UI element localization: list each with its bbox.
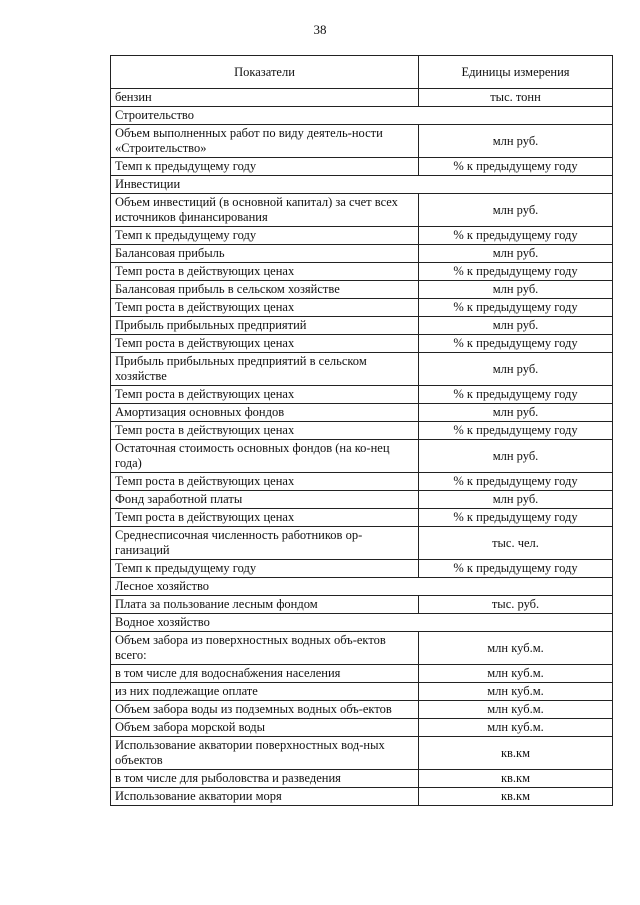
unit-cell: млн куб.м. (419, 665, 613, 683)
table-row (111, 788, 613, 806)
unit-cell: кв.км (419, 788, 613, 806)
table-row (111, 719, 613, 737)
unit-cell: тыс. руб. (419, 596, 613, 614)
unit-cell: % к предыдущему году (419, 263, 613, 281)
unit-cell: млн руб. (419, 281, 613, 299)
indicator-cell: Прибыль прибыльных предприятий (111, 317, 419, 335)
table-row (111, 281, 613, 299)
indicator-cell: Темп роста в действующих ценах (111, 473, 419, 491)
indicator-cell: Темп к предыдущему году (111, 158, 419, 176)
unit-cell: кв.км (419, 770, 613, 788)
table-row (111, 596, 613, 614)
indicators-table (110, 55, 613, 806)
unit-cell: кв.км (419, 737, 613, 770)
indicator-cell: Темп к предыдущему году (111, 227, 419, 245)
table-row (111, 194, 613, 227)
unit-cell: млн руб. (419, 440, 613, 473)
indicator-cell: Балансовая прибыль (111, 245, 419, 263)
table-section-row (111, 578, 613, 596)
table-row (111, 737, 613, 770)
unit-cell: млн руб. (419, 404, 613, 422)
indicator-cell: Фонд заработной платы (111, 491, 419, 509)
unit-cell: млн руб. (419, 491, 613, 509)
unit-cell: млн руб. (419, 353, 613, 386)
unit-cell: млн куб.м. (419, 719, 613, 737)
indicator-cell: Темп к предыдущему году (111, 560, 419, 578)
table-row (111, 422, 613, 440)
indicator-cell: Объем забора воды из подземных водных объ-ектов (111, 701, 419, 719)
table-row (111, 509, 613, 527)
table-row (111, 440, 613, 473)
unit-cell: млн куб.м. (419, 632, 613, 665)
indicator-cell: в том числе для водоснабжения населения (111, 665, 419, 683)
unit-cell: тыс. чел. (419, 527, 613, 560)
table-row (111, 683, 613, 701)
indicator-cell: Объем забора морской воды (111, 719, 419, 737)
table-row (111, 386, 613, 404)
table-row (111, 299, 613, 317)
indicator-cell: Использование акватории поверхностных вод-ных объектов (111, 737, 419, 770)
indicator-cell: в том числе для рыболовства и разведения (111, 770, 419, 788)
indicator-cell: Темп роста в действующих ценах (111, 263, 419, 281)
table-section-row (111, 176, 613, 194)
table-row (111, 158, 613, 176)
unit-cell: % к предыдущему году (419, 386, 613, 404)
table-row (111, 632, 613, 665)
unit-cell: % к предыдущему году (419, 509, 613, 527)
table-row (111, 335, 613, 353)
table-row (111, 227, 613, 245)
unit-cell: % к предыдущему году (419, 227, 613, 245)
section-title: Лесное хозяйство (111, 578, 613, 596)
indicator-cell: Балансовая прибыль в сельском хозяйстве (111, 281, 419, 299)
indicator-cell: бензин (111, 89, 419, 107)
indicator-cell: Использование акватории моря (111, 788, 419, 806)
section-title: Строительство (111, 107, 613, 125)
unit-cell: млн куб.м. (419, 683, 613, 701)
unit-cell: млн руб. (419, 194, 613, 227)
table-row (111, 527, 613, 560)
unit-cell: % к предыдущему году (419, 560, 613, 578)
unit-cell: % к предыдущему году (419, 473, 613, 491)
table-row (111, 770, 613, 788)
table-row (111, 317, 613, 335)
header-units: Единицы измерения (419, 56, 613, 89)
table-row (111, 491, 613, 509)
table-row (111, 89, 613, 107)
unit-cell: млн руб. (419, 317, 613, 335)
table-row (111, 560, 613, 578)
unit-cell: % к предыдущему году (419, 335, 613, 353)
unit-cell: млн руб. (419, 245, 613, 263)
indicator-cell: Среднесписочная численность работников ор-ганизаций (111, 527, 419, 560)
table-row (111, 404, 613, 422)
indicator-cell: Темп роста в действующих ценах (111, 422, 419, 440)
unit-cell: % к предыдущему году (419, 158, 613, 176)
indicator-cell: Объем выполненных работ по виду деятель-ности «Строительство» (111, 125, 419, 158)
indicator-cell: Темп роста в действующих ценах (111, 509, 419, 527)
header-indicators: Показатели (111, 56, 419, 89)
indicator-cell: Остаточная стоимость основных фондов (на ко-нец года) (111, 440, 419, 473)
table-row (111, 263, 613, 281)
indicator-cell: Объем инвестиций (в основной капитал) за счет всех источников финансирования (111, 194, 419, 227)
page-number: 38 (313, 22, 327, 37)
unit-cell: % к предыдущему году (419, 299, 613, 317)
indicator-cell: Плата за пользование лесным фондом (111, 596, 419, 614)
indicator-cell: Амортизация основных фондов (111, 404, 419, 422)
table-section-row (111, 614, 613, 632)
section-title: Водное хозяйство (111, 614, 613, 632)
table-row (111, 701, 613, 719)
table-section-row (111, 107, 613, 125)
unit-cell: млн куб.м. (419, 701, 613, 719)
table-row (111, 473, 613, 491)
indicator-cell: Темп роста в действующих ценах (111, 386, 419, 404)
unit-cell: млн руб. (419, 125, 613, 158)
table-row (111, 353, 613, 386)
section-title: Инвестиции (111, 176, 613, 194)
indicator-cell: Темп роста в действующих ценах (111, 335, 419, 353)
indicator-cell: Объем забора из поверхностных водных объ-ектов всего: (111, 632, 419, 665)
table-row (111, 665, 613, 683)
unit-cell: тыс. тонн (419, 89, 613, 107)
indicator-cell: Темп роста в действующих ценах (111, 299, 419, 317)
table-header-row (111, 56, 613, 89)
indicator-cell: Прибыль прибыльных предприятий в сельском хозяйстве (111, 353, 419, 386)
table-body (111, 89, 613, 806)
indicator-cell: из них подлежащие оплате (111, 683, 419, 701)
unit-cell: % к предыдущему году (419, 422, 613, 440)
table-row (111, 125, 613, 158)
table-row (111, 245, 613, 263)
